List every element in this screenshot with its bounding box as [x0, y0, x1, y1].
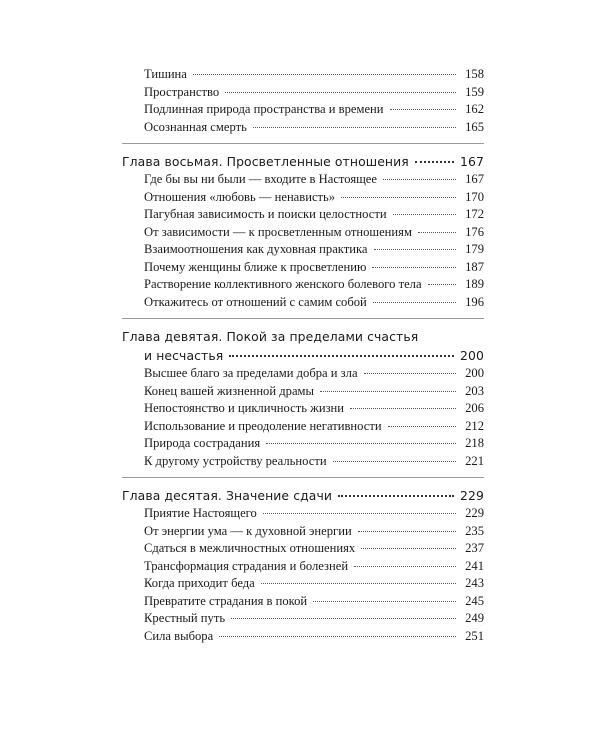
toc-entry-title: Использование и преодоление негативности: [144, 418, 382, 433]
toc-entry[interactable]: [122, 610, 484, 628]
dot-leader: [373, 302, 456, 303]
toc-entry-title: Сила выбора: [144, 628, 214, 643]
dot-leader: [333, 461, 456, 462]
toc-entry-title: Непостоянство и цикличность жизни: [144, 401, 345, 415]
chapter-title: Глава восьмая. Просветленные отношения: [122, 154, 409, 169]
dot-leader: [361, 548, 456, 549]
toc-entry-page: 158: [465, 67, 484, 81]
toc-entry-page: 196: [465, 294, 484, 309]
chapter-title-line2: и несчастья: [144, 348, 224, 363]
toc-entry-page: 206: [465, 401, 484, 415]
dot-leader: [390, 109, 456, 110]
toc-entry-title: Пространство: [144, 84, 220, 99]
dot-leader: [193, 74, 456, 75]
toc-entry-page: 243: [465, 576, 484, 590]
dot-leader: [320, 391, 456, 392]
toc-entry[interactable]: [122, 119, 484, 137]
toc-entry-title: Взаимоотношения как духовная практика: [144, 242, 368, 256]
dot-leader: [338, 495, 454, 497]
toc-entry-title: Высшее благо за пределами добра и зла: [144, 366, 358, 380]
chapter-title-line1: Глава девятая. Покой за пределами счастья: [122, 329, 419, 344]
toc-entry[interactable]: [122, 593, 484, 611]
dot-leader: [253, 127, 456, 128]
toc-entry[interactable]: [122, 383, 484, 401]
dot-leader: [266, 443, 456, 444]
toc-entry[interactable]: [122, 66, 484, 84]
toc-entry-page: 200: [465, 366, 484, 380]
dot-leader: [383, 179, 456, 180]
toc-entry-title: Тишина: [144, 67, 187, 81]
toc-entry-page: 203: [465, 383, 484, 398]
toc-entry-page: 167: [465, 172, 484, 186]
dot-leader: [350, 408, 456, 409]
toc-entry-title: Приятие Настоящего: [144, 506, 257, 520]
toc-entry[interactable]: [122, 523, 484, 541]
toc-entry-title: Когда приходит беда: [144, 576, 255, 590]
dot-leader: [418, 232, 456, 233]
dot-leader: [374, 249, 456, 250]
toc-entry-title: От зависимости — к просветленным отношениям: [144, 224, 412, 239]
toc-entry[interactable]: [122, 241, 484, 259]
dot-leader: [231, 618, 456, 619]
toc-entry-title: Природа сострадания: [144, 436, 261, 450]
chapter-page: 229: [460, 488, 484, 503]
toc-entry[interactable]: [122, 558, 484, 576]
dot-leader: [372, 267, 456, 268]
toc-entry[interactable]: [122, 540, 484, 558]
toc-entry-page: 170: [465, 189, 484, 204]
section-divider: [122, 143, 484, 144]
toc-entry-title: Подлинная природа пространства и времени: [144, 102, 384, 116]
toc-entry-title: Сдаться в межличностных отношениях: [144, 541, 356, 555]
toc-entry-title: Крестный путь: [144, 611, 226, 625]
toc-entry-page: 159: [465, 84, 484, 99]
toc-entry[interactable]: [122, 435, 484, 453]
dot-leader: [313, 601, 456, 602]
toc-entry-title: Конец вашей жизненной драмы: [144, 383, 314, 398]
toc-entry-page: 189: [465, 277, 484, 291]
dot-leader: [219, 636, 456, 637]
toc-entry[interactable]: [122, 101, 484, 119]
dot-leader: [354, 566, 456, 567]
dot-leader: [415, 161, 454, 163]
toc-entry[interactable]: [122, 259, 484, 277]
toc-entry-page: 165: [465, 119, 484, 134]
toc-entry[interactable]: [122, 171, 484, 189]
toc-entry-title: Превратите страдания в покой: [144, 593, 308, 608]
toc-entry-title: Отношения «любовь — ненависть»: [144, 189, 336, 204]
toc-entry[interactable]: [122, 505, 484, 523]
dot-leader: [261, 583, 456, 584]
toc-entry[interactable]: [122, 400, 484, 418]
toc-entry[interactable]: [122, 276, 484, 294]
toc-entry-page: 229: [465, 506, 484, 520]
toc-entry-page: 187: [465, 259, 484, 274]
toc-entry-page: 241: [465, 558, 484, 573]
section-divider: [122, 318, 484, 319]
dot-leader: [341, 197, 456, 198]
toc-entry-page: 176: [465, 224, 484, 239]
toc-entry[interactable]: [122, 628, 484, 646]
toc-entry-page: 172: [465, 207, 484, 221]
toc-entry-title: Откажитесь от отношений с самим собой: [144, 294, 367, 309]
chapter-page: 167: [460, 154, 484, 169]
chapter-heading-9[interactable]: [122, 327, 484, 365]
toc-entry-page: 237: [465, 541, 484, 555]
toc-entry-title: Осознанная смерть: [144, 119, 247, 134]
toc-entry-title: Трансформация страдания и болезней: [144, 558, 349, 573]
toc-entry-page: 218: [465, 436, 484, 450]
dot-leader: [428, 284, 456, 285]
toc-entry[interactable]: [122, 575, 484, 593]
toc-entry[interactable]: [122, 189, 484, 207]
chapter-heading-10[interactable]: [122, 486, 484, 505]
toc-entry[interactable]: [122, 206, 484, 224]
toc-entry[interactable]: [122, 224, 484, 242]
chapter-title: Глава десятая. Значение сдачи: [122, 488, 333, 503]
dot-leader: [388, 426, 456, 427]
toc-entry-page: 235: [465, 523, 484, 538]
toc-entry-title: Пагубная зависимость и поиски целостности: [144, 207, 387, 221]
table-of-contents: [122, 66, 484, 645]
toc-entry[interactable]: [122, 294, 484, 312]
dot-leader: [225, 92, 456, 93]
toc-entry[interactable]: [122, 418, 484, 436]
chapter-heading-8[interactable]: [122, 152, 484, 171]
toc-entry-page: 251: [465, 628, 484, 643]
toc-entry-page: 249: [465, 611, 484, 625]
toc-entry[interactable]: [122, 84, 484, 102]
dot-leader: [393, 214, 456, 215]
dot-leader: [364, 373, 456, 374]
toc-entry-title: От энергии ума — к духовной энергии: [144, 523, 352, 538]
toc-entry-title: Почему женщины ближе к просветлению: [144, 259, 367, 274]
toc-entry-title: Где бы вы ни были — входите в Настоящее: [144, 172, 377, 186]
toc-entry-page: 212: [465, 418, 484, 433]
toc-entry-page: 245: [465, 593, 484, 608]
chapter-page: 200: [460, 348, 484, 363]
toc-entry[interactable]: [122, 365, 484, 383]
toc-entry-page: 221: [465, 453, 484, 468]
toc-entry-title: Растворение коллективного женского болевого тела: [144, 277, 422, 291]
dot-leader: [263, 513, 456, 514]
toc-entry-title: К другому устройству реальности: [144, 453, 327, 468]
section-divider: [122, 477, 484, 478]
dot-leader: [358, 531, 456, 532]
toc-entry-page: 162: [465, 102, 484, 116]
toc-entry-page: 179: [465, 242, 484, 256]
dot-leader: [229, 355, 454, 357]
toc-entry[interactable]: [122, 453, 484, 471]
